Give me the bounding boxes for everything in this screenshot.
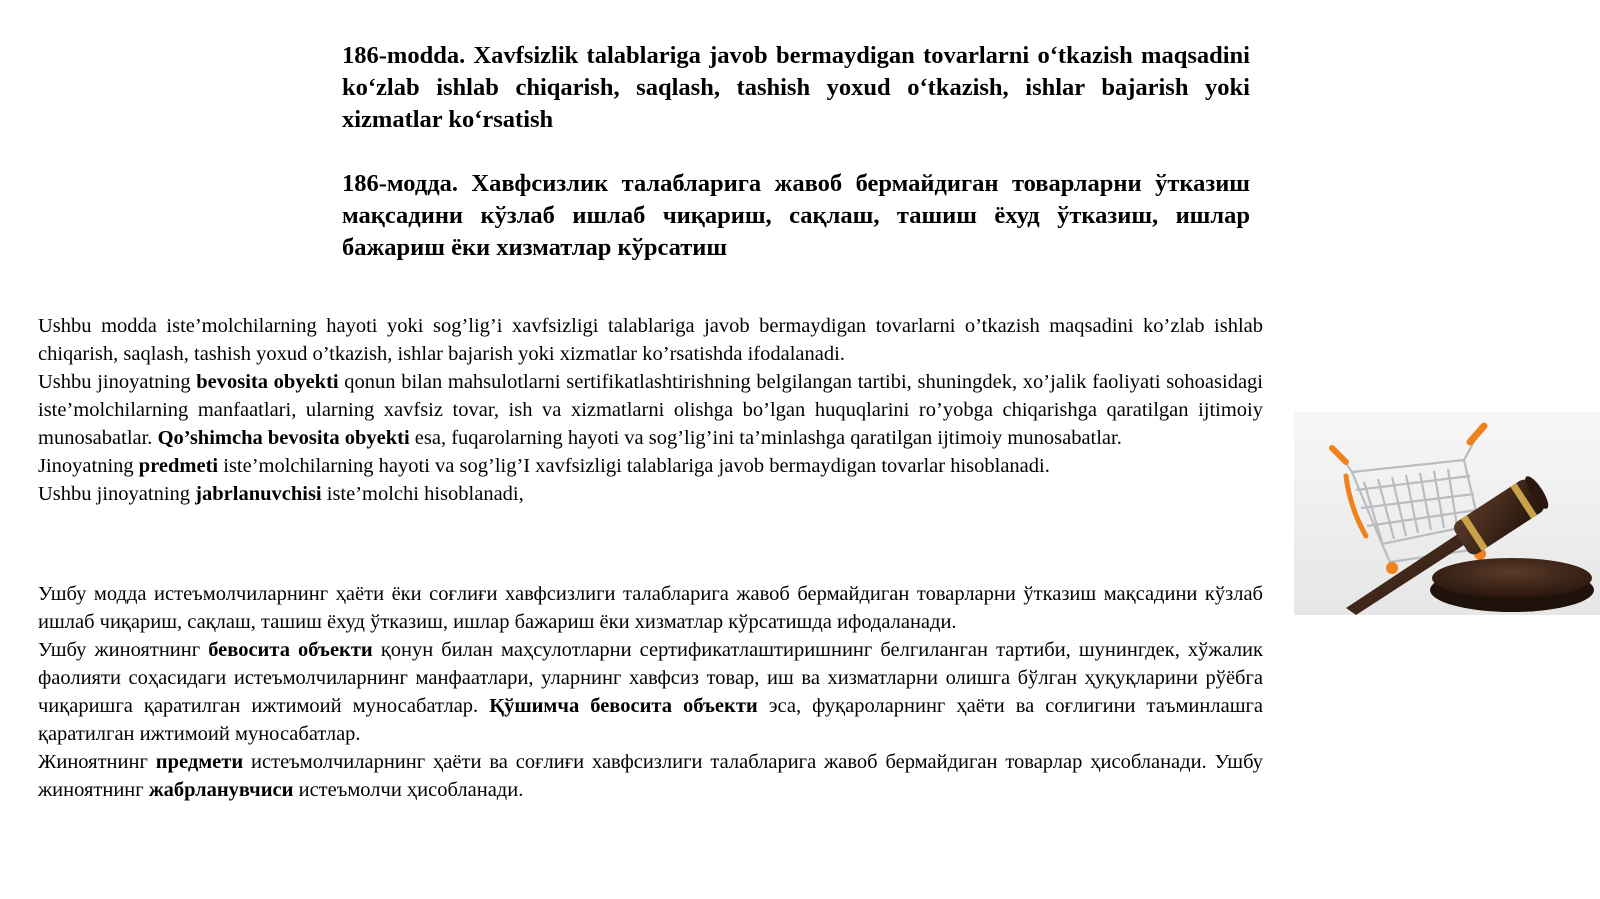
latin-p4-text: Ushbu jinoyatning — [38, 483, 196, 505]
latin-p3-text-2: iste’molchilarning hayoti va sog’lig’I xavfsizligi talablariga javob bermaydigan tovarlar hisoblanadi. — [218, 455, 1050, 477]
latin-paragraph-4 — [38, 480, 1263, 508]
latin-p2-text: Ushbu jinoyatning — [38, 371, 197, 393]
cyrillic-term-subject: предмети — [155, 751, 244, 773]
latin-paragraph-3 — [38, 452, 1263, 480]
latin-p4-text-2: iste’molchi hisoblanadi, — [321, 483, 524, 505]
gavel-sound-block-top — [1432, 558, 1592, 598]
latin-p1-text: Ushbu modda iste’molchilarning hayoti yoki sog’lig’i xavfsizligi talablariga javob bermaydigan tovarlarni o’tkazish maqsadini ko’zlab ishlab chiqarish, saqlash, tashish yoxud o’tkazish, ishlar bajarish yoki xizmatlar ko’rsatishda ifodalanadi. — [38, 315, 1263, 365]
article-title-cyrillic: 186-модда. Хавфсизлик талабларига жавоб бермайдиган товарларни ўтказиш мақсадини кўзлаб ишлаб чиқариш, сақлаш, ташиш ёхуд ўтказиш, ишлар бажариш ёки хизматлар кўрсатиш — [342, 170, 1250, 261]
cyrillic-term-direct-object: бевосита объекти — [208, 639, 373, 661]
cyrillic-p2-text-2: қонун билан маҳсулотларни сертификатлаштиришнинг белгиланган тартиби, шунингдек, хўжалик фаолияти соҳасидаги истеъмолчиларнинг манфаатлари, уларнинг хавфсиз товар, иш ва хизматларни олишга бўлган ҳуқуқларини рўёбга чиқаришга қаратилган ижтимоий муносабатлар. — [38, 639, 1263, 717]
article-title-latin: 186-modda. Xavfsizlik talablariga javob bermaydigan tovarlarni oʻtkazish maqsadini koʻzlab ishlab chiqarish, saqlash, tashish yoxud oʻtkazish, ishlar bajarish yoki xizmatlar koʻrsatish — [342, 42, 1250, 133]
latin-paragraph-2 — [38, 368, 1263, 452]
latin-commentary — [38, 312, 1263, 508]
latin-term-direct-object: bevosita obyekti — [196, 371, 339, 393]
latin-paragraph-1 — [38, 312, 1263, 368]
latin-term-subject: predmeti — [138, 455, 219, 477]
cart-wheel — [1386, 562, 1398, 574]
cyrillic-term-additional-object: Қўшимча бевосита объекти — [489, 695, 758, 717]
cyrillic-p2-text-3: эса, фуқароларнинг ҳаёти ва соғлигини таъминлашга қаратилган ижтимоий муносабатлар. — [38, 695, 1263, 745]
article-title-block — [342, 40, 1250, 264]
latin-term-additional-object: Qo’shimcha bevosita obyekti — [157, 427, 410, 449]
cyrillic-p3-text: Жиноятнинг — [38, 751, 156, 773]
cyrillic-commentary — [38, 580, 1263, 804]
cyrillic-paragraph-1 — [38, 580, 1263, 636]
latin-term-victim: jabrlanuvchisi — [195, 483, 322, 505]
cyrillic-term-victim: жабрланувчиси — [148, 779, 294, 801]
cyrillic-paragraph-2 — [38, 636, 1263, 748]
cyrillic-p3-text-2: истеъмолчиларнинг ҳаёти ва соғлиғи хавфсизлиги талабларига жавоб бермайдиган товарлар ҳисобланади. Ушбу жиноятнинг — [38, 751, 1263, 801]
cyrillic-p2-text: Ушбу жиноятнинг — [38, 639, 209, 661]
cyrillic-paragraph-3 — [38, 748, 1263, 804]
latin-p3-text: Jinoyatning — [38, 455, 139, 477]
shopping-cart-and-gavel-icon — [1294, 412, 1600, 615]
latin-p2-text-2: qonun bilan mahsulotlarni sertifikatlashtirishning belgilangan tartibi, shuningdek, xo’jalik faoliyati sohoasidagi iste’molchilarning manfaatlari, ularning xavfsiz tovar, ish va xizmatlarni olishga bo’lgan huquqlarini ro’yobga chiqarishga qaratilgan ijtimoiy munosabatlar. — [38, 371, 1263, 449]
latin-p2-text-3: esa, fuqarolarning hayoti va sog’lig’ini ta’minlashga qaratilgan ijtimoiy munosabatlar. — [409, 427, 1122, 449]
cyrillic-p3-text-3: истеъмолчи ҳисобланади. — [293, 779, 524, 801]
cyrillic-p1-text: Ушбу модда истеъмолчиларнинг ҳаёти ёки соғлиғи хавфсизлиги талабларига жавоб бермайдиган товарларни ўтказиш мақсадини кўзлаб ишлаб чиқариш, сақлаш, ташиш ёхуд ўтказиш, ишлар бажариш ёки хизматлар кўрсатишда ифодаланади. — [38, 583, 1263, 633]
